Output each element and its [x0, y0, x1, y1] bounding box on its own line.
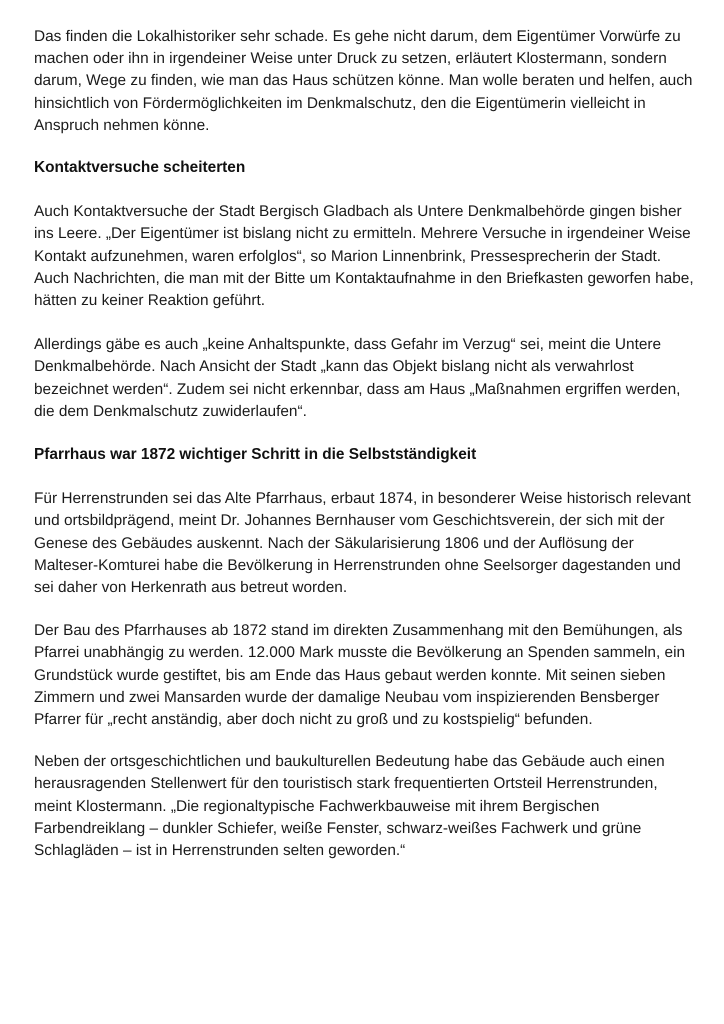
- article-paragraph: Neben der ortsgeschichtlichen und baukulturellen Bedeutung habe das Gebäude auch einen herausragenden Stellenwert für den touristisch stark frequentierten Ortsteil Herrenstrunden, meint Klostermann. „Die regionaltypische Fachwerkbauweise mit ihrem Bergischen Farbendreiklang – dunkler Schiefer, weiße Fenster, schwarz-weißes Fachwerk und grüne Schlagläden – ist in Herrenstrunden selten geworden.“: [34, 753, 665, 860]
- article-paragraph: Der Bau des Pfarrhauses ab 1872 stand im direkten Zusammenhang mit den Bemühungen, als Pfarrei unabhängig zu werden. 12.000 Mark musste die Bevölkerung an Spenden sammeln, ein Grundstück wurde gestiftet, bis am Ende das Haus gebaut werden konnte. Mit seinen sieben Zimmern und zwei Mansarden wurde der damalige Neubau vom inspizierenden Bensberger Pfarrer für „recht anständig, aber doch nicht zu groß und zu kostspielig“ befunden.: [34, 622, 686, 729]
- article-body: [34, 26, 694, 883]
- section-heading: Pfarrhaus war 1872 wichtiger Schritt in die Selbstständigkeit: [34, 446, 477, 464]
- section-heading: Kontaktversuche scheiterten: [34, 159, 246, 177]
- article-paragraph: Auch Kontaktversuche der Stadt Bergisch Gladbach als Untere Denkmalbehörde gingen bisher ins Leere. „Der Eigentümer ist bislang nicht zu ermitteln. Mehrere Versuche in irgendeiner Weise Kontakt aufzunehmen, waren erfolglos“, so Marion Linnenbrink, Pressesprecherin der Stadt. Auch Nachrichten, die man mit der Bitte um Kontaktaufnahme in den Briefkasten geworfen habe, hätten zu keiner Reaktion geführt.: [34, 203, 694, 310]
- article-paragraph: Für Herrenstrunden sei das Alte Pfarrhaus, erbaut 1874, in besonderer Weise historisch relevant und ortsbildprägend, meint Dr. Johannes Bernhauser vom Geschichtsverein, der sich mit der Genese des Gebäudes auskennt. Nach der Säkularisierung 1806 und der Auflösung der Malteser-Komturei habe die Bevölkerung in Herrenstrunden ohne Seelsorger dagestanden und sei daher von Herkenrath aus betreut worden.: [34, 490, 691, 597]
- article-paragraph: Allerdings gäbe es auch „keine Anhaltspunkte, dass Gefahr im Verzug“ sei, meint die Untere Denkmalbehörde. Nach Ansicht der Stadt „kann das Objekt bislang nicht als verwahrlost bezeichnet werden“. Zudem sei nicht erkennbar, dass am Haus „Maßnahmen ergriffen werden, die dem Denkmalschutz zuwiderlaufen“.: [34, 336, 681, 420]
- article-paragraph: Das finden die Lokalhistoriker sehr schade. Es gehe nicht darum, dem Eigentümer Vorwürfe zu machen oder ihn in irgendeiner Weise unter Druck zu setzen, erläutert Klostermann, sondern darum, Wege zu finden, wie man das Haus schützen könne. Man wolle beraten und helfen, auch hinsichtlich von Fördermöglichkeiten im Denkmalschutz, den die Eigentümerin vielleicht in Anspruch nehmen könne.: [34, 28, 693, 134]
